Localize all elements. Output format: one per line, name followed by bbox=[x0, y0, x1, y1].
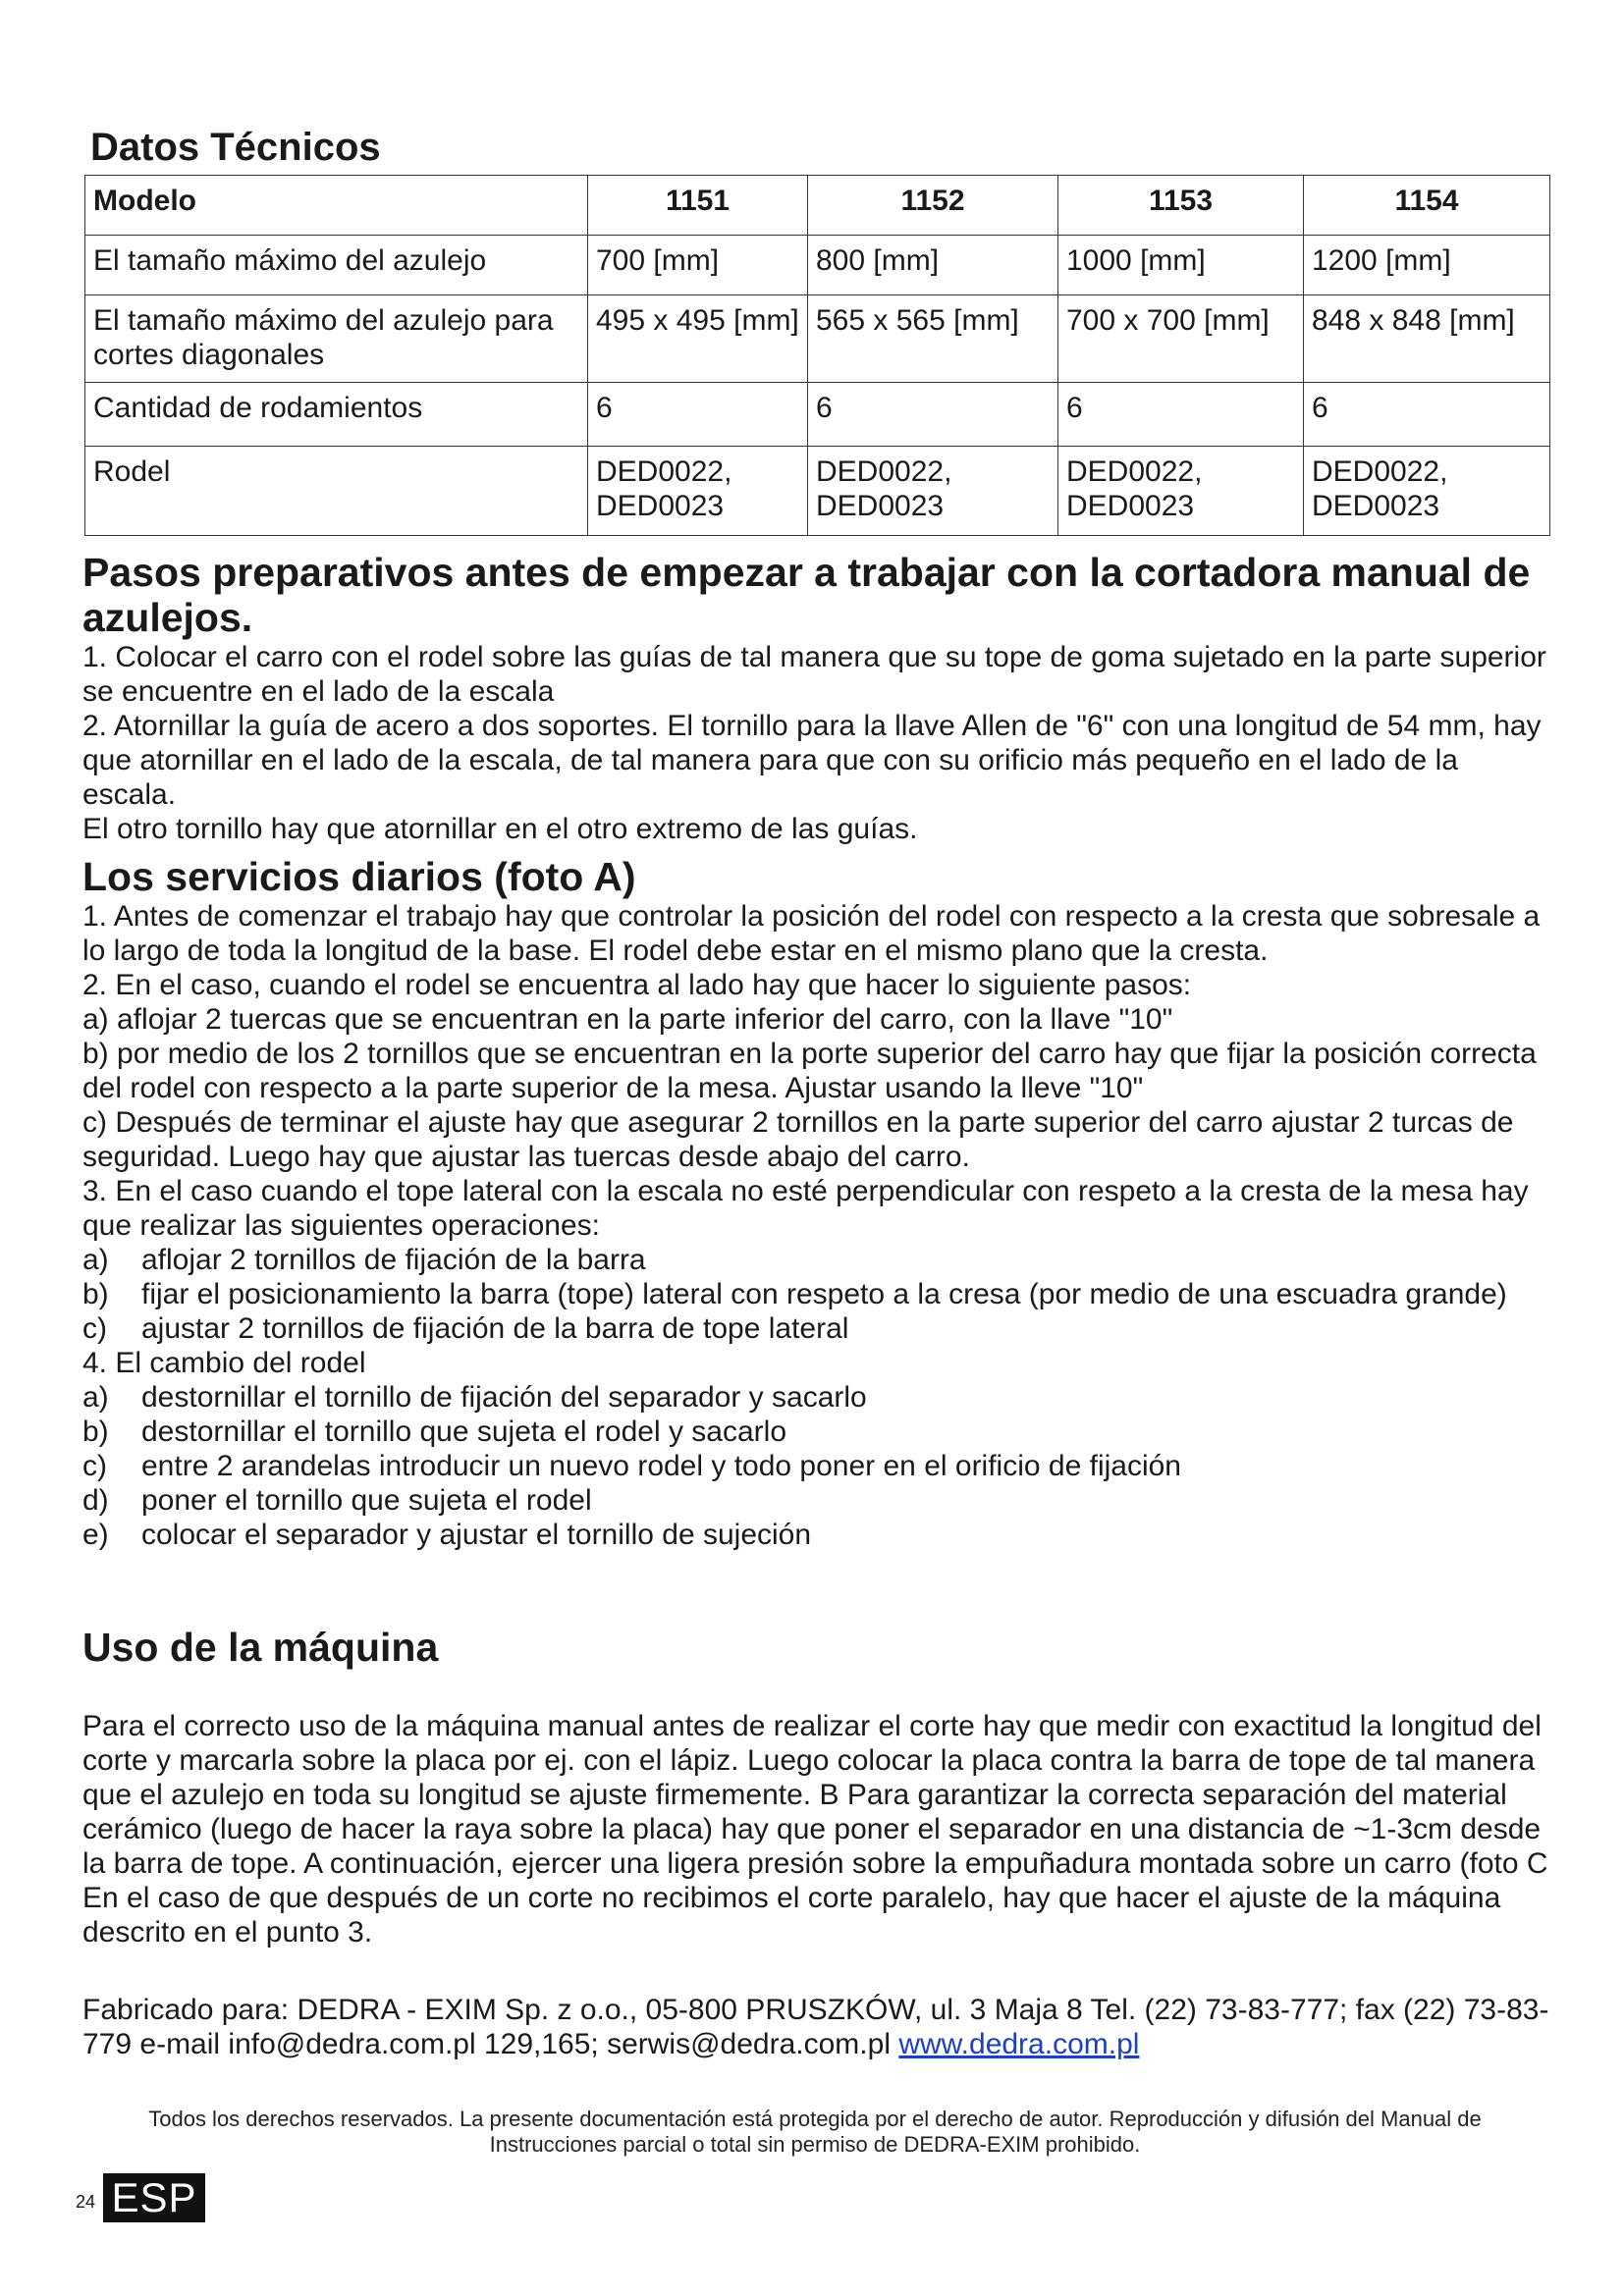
list-item: d) poner el tornillo que sujeta el rodel bbox=[82, 1484, 592, 1517]
section-heading-daily-service: Los servicios diarios (foto A) bbox=[82, 854, 636, 899]
list-item: c) entre 2 arandelas introducir un nuevo rodel y todo poner en el orificio de fijación bbox=[82, 1450, 1181, 1482]
language-badge: ESP bbox=[103, 2173, 205, 2222]
table-cell: 700 x 700 [mm] bbox=[1058, 295, 1304, 383]
table-row bbox=[85, 383, 1550, 447]
paragraph: a) aflojar 2 tuercas que se encuentran en la parte inferior del carro, con la llave "10" bbox=[82, 1003, 1173, 1036]
table-cell: 6 bbox=[1058, 383, 1304, 447]
table-row bbox=[85, 447, 1550, 536]
table-cell: Cantidad de rodamientos bbox=[85, 383, 588, 447]
table-cell: 6 bbox=[1304, 383, 1550, 447]
section-daily-service bbox=[82, 854, 1555, 1552]
table-header-row bbox=[85, 176, 1550, 236]
table-header-cell: 1153 bbox=[1058, 176, 1304, 236]
manufacturer-info bbox=[82, 1993, 1555, 2061]
section-heading-machine-use: Uso de la máquina bbox=[82, 1625, 439, 1670]
table-cell: DED0022, DED0023 bbox=[808, 447, 1058, 536]
table-cell: Rodel bbox=[85, 447, 588, 536]
table-cell: 848 x 848 [mm] bbox=[1304, 295, 1550, 383]
table-cell: 6 bbox=[808, 383, 1058, 447]
paragraph: 3. En el caso cuando el tope lateral con la escala no esté perpendicular con respeto a la cresta de la mesa hay que realizar las siguientes operaciones: bbox=[82, 1175, 1529, 1242]
table-cell: DED0022, DED0023 bbox=[1304, 447, 1550, 536]
paragraph: b) por medio de los 2 tornillos que se encuentran en la porte superior del carro hay que fijar la posición correcta del rodel con respecto a la parte superior de la mesa. Ajustar usando la lleve "10" bbox=[82, 1038, 1537, 1104]
table-cell: El tamaño máximo del azulejo para cortes diagonales bbox=[85, 295, 588, 383]
paragraph: 2. Atornillar la guía de acero a dos soportes. El tornillo para la llave Allen de "6" con una longitud de 54 mm, hay que atornillar en el lado de la escala, de tal manera para que con su orificio más pequeño en el lado de la escala. bbox=[82, 710, 1542, 811]
table-cell: El tamaño máximo del azulejo bbox=[85, 236, 588, 295]
list-item: e) colocar el separador y ajustar el tornillo de sujeción bbox=[82, 1519, 812, 1551]
paragraph: 4. El cambio del rodel bbox=[82, 1347, 366, 1379]
table-cell: 1000 [mm] bbox=[1058, 236, 1304, 295]
paragraph: El otro tornillo hay que atornillar en el otro extremo de las guías. bbox=[82, 813, 918, 845]
table-header-cell: 1152 bbox=[808, 176, 1058, 236]
paragraph: Para el correcto uso de la máquina manual antes de realizar el corte hay que medir con exactitud la longitud del corte y marcarla sobre la placa por ej. con el lápiz. Luego colocar la placa contra la barra de tope de tal manera que el azulejo en toda su longitud se ajuste firmemente. B Para garantizar la correcta separación del material cerámico (luego de hacer la raya sobre la placa) hay que poner el separador en una distancia de ~1-3cm desde la barra de tope. A continuación, ejercer una ligera presión sobre la empuñadura montada sobre un carro (foto C bbox=[82, 1710, 1548, 1880]
table-cell: 495 x 495 [mm] bbox=[588, 295, 808, 383]
table-header-cell: 1151 bbox=[588, 176, 808, 236]
table-cell: 565 x 565 [mm] bbox=[808, 295, 1058, 383]
list-item: c) ajustar 2 tornillos de fijación de la barra de tope lateral bbox=[82, 1312, 849, 1345]
paragraph: 2. En el caso, cuando el rodel se encuentra al lado hay que hacer lo siguiente pasos: bbox=[82, 969, 1192, 1001]
table-header-cell: 1154 bbox=[1304, 176, 1550, 236]
list-item: a) destornillar el tornillo de fijación del separador y sacarlo bbox=[82, 1381, 867, 1414]
website-link[interactable]: www.dedra.com.pl bbox=[898, 2028, 1140, 2060]
page-number: 24 bbox=[76, 2192, 96, 2212]
table-cell: 800 [mm] bbox=[808, 236, 1058, 295]
list-item: b) destornillar el tornillo que sujeta el rodel y sacarlo bbox=[82, 1415, 787, 1448]
paragraph: 1. Antes de comenzar el trabajo hay que controlar la posición del rodel con respecto a la cresta que sobresale a lo largo de toda la longitud de la base. El rodel debe estar en el mismo plano que la cresta. bbox=[82, 900, 1541, 967]
manufacturer-text: Fabricado para: DEDRA - EXIM Sp. z o.o., 05-800 PRUSZKÓW, ul. 3 Maja 8 Tel. (22) 73-83-777; fax (22) 73-83-779 e-mail info@dedra.com.pl 129,165; serwis@dedra.com.pl www.dedra.com.pl bbox=[82, 1994, 1549, 2060]
copyright-footer: Todos los derechos reservados. La presente documentación está protegida por el derecho de autor. Reproducción y difusión del Manual de Instrucciones parcial o total sin permiso de DEDRA-EXIM prohibido. bbox=[148, 2107, 1482, 2157]
paragraph: c) Después de terminar el ajuste hay que asegurar 2 tornillos en la parte superior del carro ajustar 2 turcas de seguridad. Luego hay que ajustar las tuercas desde abajo del carro. bbox=[82, 1106, 1514, 1173]
section-title-technical-data: Datos Técnicos bbox=[90, 126, 381, 169]
list-item: a) aflojar 2 tornillos de fijación de la barra bbox=[82, 1244, 646, 1276]
specs-table bbox=[84, 175, 1550, 536]
section-heading-preparation: Pasos preparativos antes de empezar a trabajar con la cortadora manual de azulejos. bbox=[82, 550, 1531, 640]
paragraph: En el caso de que después de un corte no recibimos el corte paralelo, hay que hacer el ajuste de la máquina descrito en el punto 3. bbox=[82, 1882, 1501, 1949]
table-row bbox=[85, 236, 1550, 295]
table-cell: 1200 [mm] bbox=[1304, 236, 1550, 295]
list-item: b) fijar el posicionamiento la barra (tope) lateral con respeto a la cresa (por medio de una escuadra grande) bbox=[82, 1278, 1507, 1310]
section-preparation bbox=[82, 550, 1555, 846]
table-row bbox=[85, 295, 1550, 383]
table-cell: DED0022, DED0023 bbox=[588, 447, 808, 536]
section-machine-use bbox=[82, 1625, 1555, 1949]
table-header-cell: Modelo bbox=[85, 176, 588, 236]
table-cell: 6 bbox=[588, 383, 808, 447]
table-cell: DED0022, DED0023 bbox=[1058, 447, 1304, 536]
paragraph: 1. Colocar el carro con el rodel sobre las guías de tal manera que su tope de goma sujetado en la parte superior se encuentre en el lado de la escala bbox=[82, 641, 1546, 708]
table-cell: 700 [mm] bbox=[588, 236, 808, 295]
